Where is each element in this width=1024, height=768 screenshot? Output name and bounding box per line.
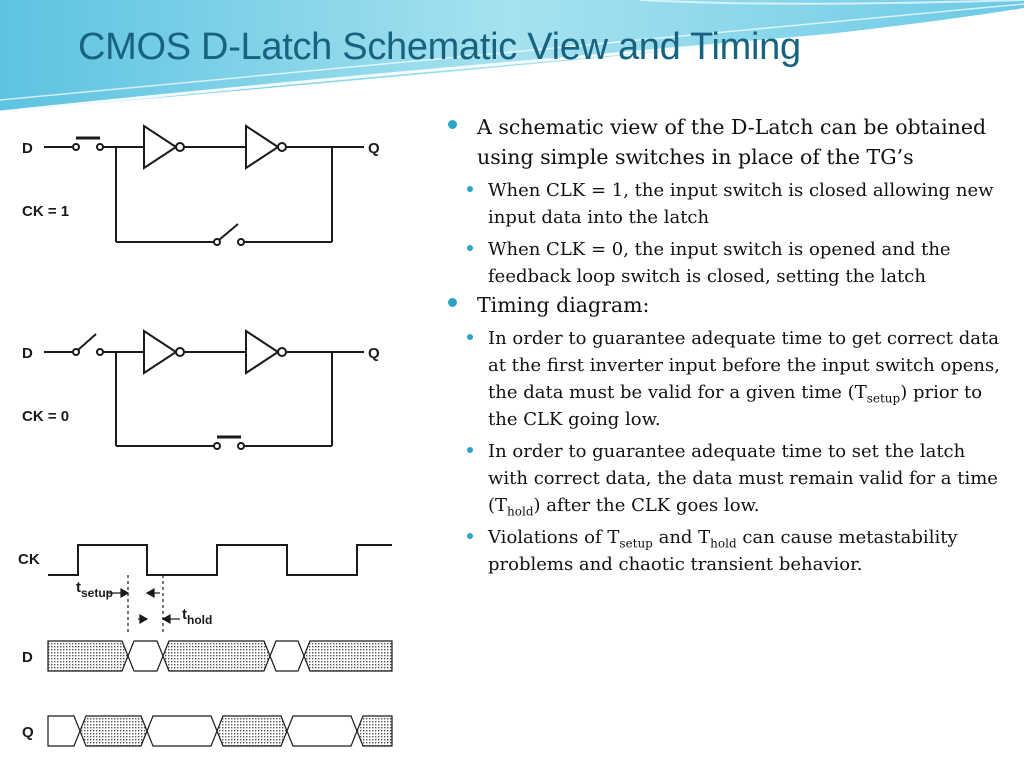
timing-q-label: Q (22, 724, 34, 741)
bullet-schematic (448, 112, 1008, 172)
schematic-ck0-q-label: Q (368, 345, 380, 362)
subbullet-text: When CLK = 1, the input switch is closed allowing new input data into the latch (488, 180, 994, 228)
subbullet-text: In order to guarantee adequate time to get correct data at the first inverter input before the input switch opens, the data must be valid for a given time $(T_{setup})$ prior to the CLK going low. (488, 328, 1000, 430)
timing-d-label: D (22, 649, 33, 666)
schematic-ck0-d-label: D (22, 345, 33, 362)
subbullet-clk0 (448, 236, 1008, 290)
schematic-ck1-q-label: Q (368, 140, 380, 157)
bullet-text: Timing diagram: (477, 293, 650, 317)
subbullet-dot (467, 245, 473, 251)
slide-title: CMOS D-Latch Schematic View and Timing (78, 26, 801, 68)
schematic-ck1-d-label: D (22, 140, 33, 157)
bullet-dot (448, 298, 457, 307)
subbullet-setup (448, 325, 1008, 433)
schematic-ck1-ck-label: CK = 1 (22, 203, 70, 220)
timing-d-waveform (48, 641, 392, 671)
timing-q-waveform (48, 716, 392, 746)
bullet-timing (448, 290, 1008, 320)
timing-arrows (108, 589, 180, 623)
schematic-ck0 (44, 331, 364, 449)
timing-ck-waveform (48, 545, 392, 575)
subbullet-dot (467, 447, 473, 453)
latch-figure (0, 112, 420, 768)
t-setup-label: $t_{setup}$ (76, 579, 114, 600)
latch-figure-svg (0, 112, 420, 768)
subbullet-text: When CLK = 0, the input switch is opened and the feedback loop switch is closed, setting the latch (488, 239, 951, 287)
bullet-list (448, 112, 1008, 578)
subbullet-violations (448, 524, 1008, 578)
subbullet-clk1 (448, 177, 1008, 231)
subbullet-text: In order to guarantee adequate time to set the latch with correct data, the data must remain valid for a time $(T_{hold})$ after the CLK goes low. (488, 441, 998, 519)
timing-diagram (48, 545, 392, 746)
schematic-ck1 (44, 126, 364, 245)
t-hold-label: $t_{hold}$ (182, 606, 213, 627)
subbullet-hold (448, 438, 1008, 519)
subbullet-dot (467, 533, 473, 539)
schematic-ck0-ck-label: CK = 0 (22, 408, 70, 425)
subbullet-dot (467, 334, 473, 340)
timing-ck-label: CK (18, 551, 40, 568)
subbullet-text: Violations of $T_{setup}$ and $T_{hold}$ can cause metastability problems and chaotic transient behavior. (488, 527, 958, 575)
bullet-text: A schematic view of the D-Latch can be obtained using simple switches in place of the TG’s (477, 115, 987, 169)
subbullet-dot (467, 186, 473, 192)
bullet-dot (448, 120, 457, 129)
